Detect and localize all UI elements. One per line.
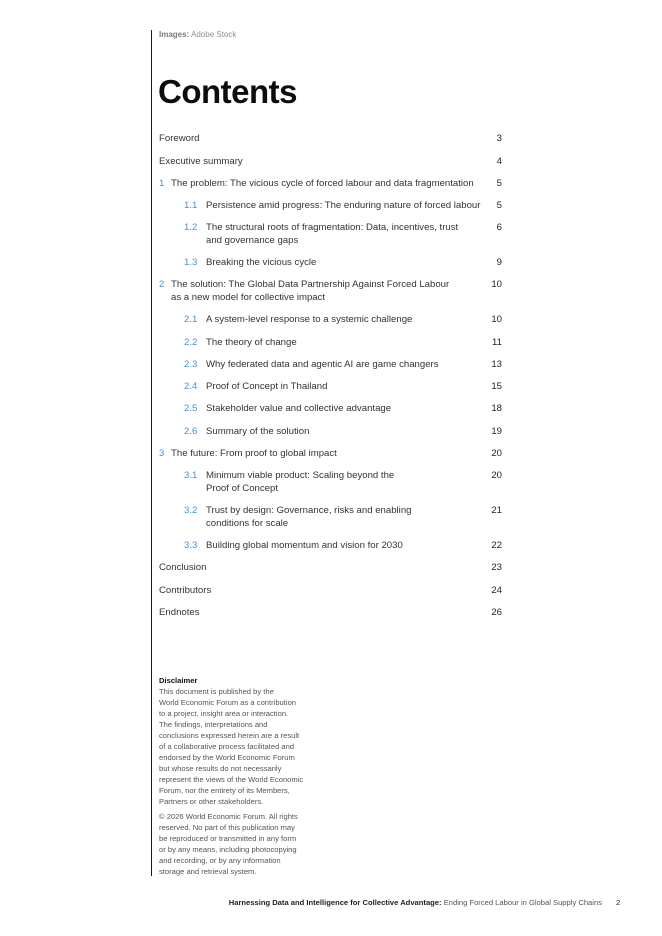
toc-entry-label-line: A system-level response to a systemic challenge [206,314,413,325]
toc-entry-page: 22 [491,540,502,551]
toc-entry-page: 13 [491,359,502,370]
toc-entry-label [206,504,412,530]
toc-entry-number: 2.1 [184,314,198,325]
toc-entry-label [159,606,200,619]
toc-entry-label [159,561,206,574]
image-credit-source: Adobe Stock [191,30,237,39]
toc-entry-page: 10 [491,314,502,325]
toc-entry-label [206,539,403,552]
disclaimer-line: The findings, interpretations and [159,720,268,729]
footer-title-bold: Harnessing Data and Intelligence for Collective Advantage: [228,898,442,907]
toc-entry-label-line: Endnotes [159,607,200,618]
disclaimer-line: but whose results do not necessarily [159,764,282,773]
toc-entry-label [206,199,480,212]
toc-entry-label [206,380,327,393]
toc-entry-page: 26 [491,607,502,618]
toc-entry-number: 1.2 [184,222,198,233]
toc-entry-label-line: Conclusion [159,562,207,573]
toc-entry-page: 24 [491,585,502,596]
toc-entry-page: 19 [491,426,502,437]
toc-entry-page: 5 [496,200,502,211]
toc-entry-label [206,358,439,371]
disclaimer-line: be reproduced or transmitted in any form [159,834,297,843]
toc-entry-page: 5 [496,178,502,189]
disclaimer-line: conclusions expressed herein are a result [159,731,300,740]
toc-entry-label-line: The theory of change [206,337,297,348]
toc-entry-number: 2.4 [184,381,198,392]
toc-entry-number: 1 [159,178,165,189]
toc-entry-label-line: The future: From proof to global impact [171,448,337,459]
disclaimer-line: Forum, nor the entirety of its Members, [159,786,290,795]
toc-entry-label [206,313,412,326]
toc-entry-label-line: The problem: The vicious cycle of forced labour and data fragmentation [171,178,474,189]
toc-entry-label [171,177,474,190]
toc-entry-label-line: The solution: The Global Data Partnership Against Forced Labour [171,279,450,290]
toc-entry-label-line: as a new model for collective impact [171,292,326,303]
toc-entry-page: 23 [491,562,502,573]
footer-title-rest: Ending Forced Labour in Global Supply Chains [443,898,602,907]
page-title: Contents [158,73,297,110]
toc-entry-label [171,278,449,304]
disclaimer-line: to a project, insight area or interaction. [159,709,289,718]
toc-entry-number: 2.5 [184,403,198,414]
disclaimer-paragraph [159,686,329,807]
toc-entry-number: 3.1 [184,470,198,481]
toc-entry-page: 11 [492,337,502,348]
toc-entry-page: 15 [491,381,502,392]
disclaimer-heading: Disclaimer [159,676,198,685]
toc-entry-label-line: Summary of the solution [206,426,310,437]
toc-entry-number: 3.3 [184,540,198,551]
toc-entry-label [159,584,211,597]
toc-entry-page: 18 [491,403,502,414]
toc-entry-label-line: Contributors [159,585,212,596]
disclaimer-line: © 2026 World Economic Forum. All rights [159,812,298,821]
disclaimer-line: of a collaborative process facilitated and [159,742,295,751]
disclaimer-line: or by any means, including photocopying [159,845,297,854]
disclaimer-line: storage and retrieval system. [159,867,257,876]
toc-entry-label [171,447,337,460]
toc-entry-label-line: The structural roots of fragmentation: Data, incentives, trust [206,222,459,233]
footer-title [229,898,602,907]
toc-entry-label [159,155,243,168]
disclaimer-line: endorsed by the World Economic Forum [159,753,295,762]
toc-entry-label [159,132,200,145]
toc-entry-label-line: Executive summary [159,156,243,167]
toc-entry-label [206,469,394,495]
toc-entry-page: 10 [491,279,502,290]
toc-entry-page: 6 [496,222,502,233]
footer-page-number: 2 [616,898,621,907]
toc-entry-label [206,221,458,247]
toc-entry-label [206,256,316,269]
toc-entry-number: 1.3 [184,257,198,268]
toc-entry-page: 4 [496,156,502,167]
disclaimer-line: represent the views of the World Economic [159,775,304,784]
toc-entry-label-line: conditions for scale [206,518,289,529]
toc-entry-number: 2.6 [184,426,198,437]
toc-entry-label [206,402,391,415]
toc-entry-label [206,425,309,438]
toc-entry-page: 21 [491,505,502,516]
toc-entry-label-line: and governance gaps [206,235,299,246]
toc-entry-label-line: Proof of Concept [206,483,278,494]
copyright-paragraph [159,811,329,877]
toc-entry-number: 1.1 [184,200,198,211]
toc-entry-label [206,336,297,349]
disclaimer [159,675,329,877]
image-credit-label: Images: [159,30,190,39]
toc-entry-label-line: Breaking the vicious cycle [206,257,317,268]
disclaimer-line: reserved. No part of this publication may [159,823,295,832]
toc-entry-page: 20 [491,448,502,459]
disclaimer-line: World Economic Forum as a contribution [159,698,297,707]
toc-entry-page: 20 [491,470,502,481]
toc-entry-page: 9 [496,257,502,268]
toc-entry-number: 2 [159,279,165,290]
toc-entry-number: 2.3 [184,359,198,370]
disclaimer-line: This document is published by the [159,687,274,696]
toc-entry-label-line: Why federated data and agentic AI are game changers [206,359,439,370]
toc-entry-number: 2.2 [184,337,198,348]
toc-entry-label-line: Stakeholder value and collective advantage [206,403,392,414]
toc-entry-page: 3 [496,133,502,144]
toc-entry-label-line: Foreword [159,133,200,144]
toc-entry-label-line: Building global momentum and vision for 2030 [206,540,403,551]
toc-entry-label-line: Trust by design: Governance, risks and enabling [206,505,412,516]
toc-entry-label-line: Proof of Concept in Thailand [206,381,328,392]
toc-entry-number: 3 [159,448,165,459]
disclaimer-line: and recording, or by any information [159,856,281,865]
toc-entry-label-line: Persistence amid progress: The enduring nature of forced labour [206,200,481,211]
toc-entry-label-line: Minimum viable product: Scaling beyond the [206,470,395,481]
disclaimer-line: Partners or other stakeholders. [159,797,264,806]
toc-entry-number: 3.2 [184,505,198,516]
